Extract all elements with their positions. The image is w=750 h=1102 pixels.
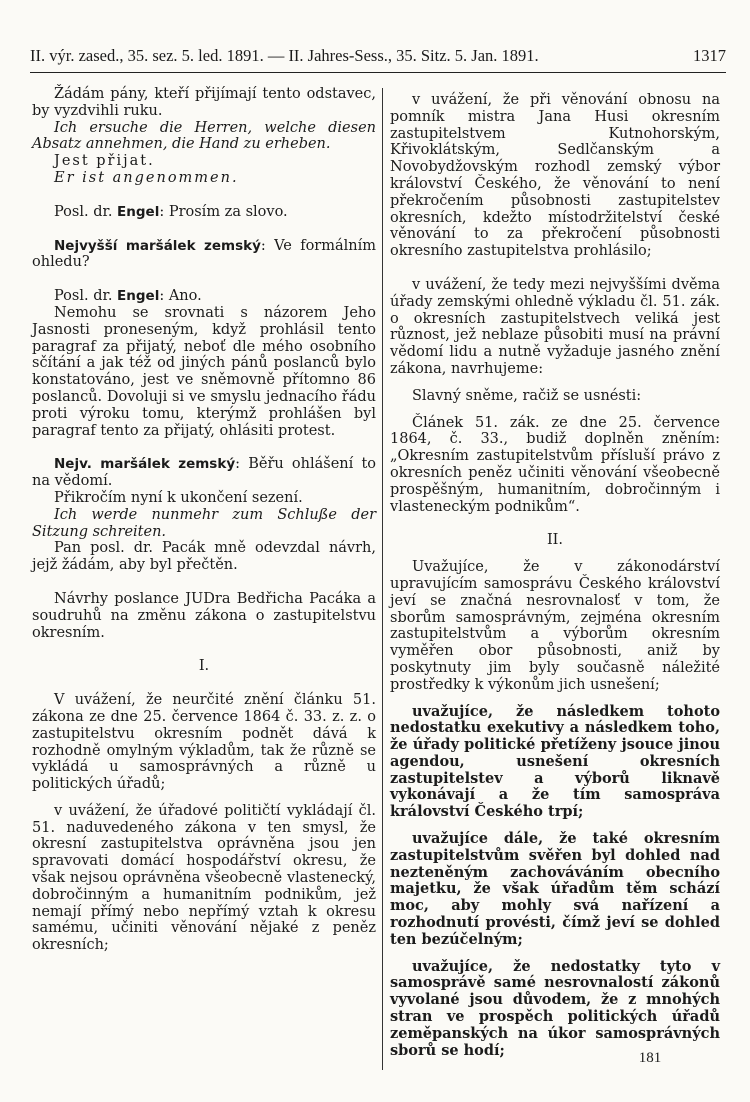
paragraph: v uvážení, že při věnování obnosu na pomník mistra Jana Husi okresním zastupitelstvem Kutnohorským, Křivoklátským, Sedlčanským a Novobydžovským rozhodl zemský výbor království Českého, že věnování to není překročením působnosti zastupitelstev okresních, kdežto místodržitelství české věnování to za překročení působnosti okresního zastupitelstva prohlásilo; <box>390 92 720 260</box>
paragraph: Jest přijat. <box>54 153 155 170</box>
speech-text: : Ano. <box>159 288 202 305</box>
speaker-name: Nejvyšší maršálek zemský <box>54 237 261 254</box>
speech-text: : Prosím za slovo. <box>159 203 288 220</box>
paragraph: Uvažujíce, že v zákonodárství upravujícím samosprávu Českého království jeví se značná nesrovnalosť v tom, že sborům samosprávným, zejména okresním zastupitelstvům a výborům okresním vyměřen obor působnosti, aniž by poskytnuty jim byly současně náležité prostředky k výkonům jich usnešení; <box>390 559 720 693</box>
paragraph: Ich werde nunmehr zum Schluße der Sitzung schreiten. <box>32 506 376 540</box>
paragraph: Nemohu se srovnati s názorem Jeho Jasnosti proneseným, když prohlásil tento paragraf za přijatý, neboť dle mého osobního sčítání a jak též od jiných pánů poslanců bylo konstatováno, jest ve sněmovně přítomno 86 poslanců. Dovoluji si ve smyslu jednacího řádu proti výroku tomu, kterýmž prohlášen byl paragraf tento za přijatý, ohlásiti protest. <box>32 304 376 439</box>
speaker-name: Engel <box>117 288 160 305</box>
paragraph: v uvážení, že tedy mezi nejvyššími dvěma úřady zemskými ohledně výkladu čl. 51. zák. o okresních zastupitelstvech veliká jest různost, jež neblaze působiti musí na právní vědomí lidu a nutně vyžaduje jasného znění zákona, navrhujeme: <box>390 276 720 377</box>
left-column <box>32 86 376 954</box>
column-divider <box>382 88 383 1070</box>
header-rule <box>30 72 726 73</box>
speaker-name: Nejv. maršálek zemský <box>54 456 236 473</box>
speaker-name: Engel <box>117 203 160 220</box>
right-column <box>390 92 720 1059</box>
speaker-prefix: Posl. dr. <box>54 203 113 220</box>
speaker-prefix: Posl. dr. <box>54 288 113 305</box>
header-title: II. výr. zased., 35. sez. 5. led. 1891. — II. Jahres-Sess., 35. Sitz. 5. Jan. 1891. <box>30 46 539 65</box>
paragraph: Článek 51. zák. ze dne 25. července 1864, č. 33., budiž doplněn zněním: „Okresním zastupitelstvům přísluší právo z okresních peněz učiniti věnování všeobecně prospěšným, humanitním, dobročinným i vlasteneckým podnikům“. <box>390 414 720 515</box>
paragraph: V uvážení, že neurčité znění článku 51. zákona ze dne 25. července 1864 č. 33. z. z. o zastupitelstvu okresním podnět dává k rozhodně omylným výkladům, tak že různě se vykládá u samosprávných a různě u politických úřadů; <box>32 692 376 793</box>
speaker-line <box>32 204 376 221</box>
paragraph: v uvážení, že úřadové političtí vykládají čl. 51. naduvedeného zákona v ten smysl, že okresní zastupitelstva oprávněna jsou jen spravovati domácí hospodářství okresu, že však nejsou oprávněna všeobecně vlastenecký, dobročinným a humanitním podnikům, jež nemají přímý nebo nepřímý vztah k okresu samému, učiniti věnování nějaké z peněz okresních; <box>32 802 376 954</box>
motion-title: Návrhy poslance JUDra Bedřicha Pacáka a soudruhů na změnu zákona o zastupitelstvu okresním. <box>32 590 376 641</box>
paragraph: uvažujíce, že nedostatky tyto v samosprávě samé nesrovnalostí zákonů vyvolané jsou důvodem, že z mnohých stran ve prospěch politických úřadů zeměpanských na úkor samosprávných sborů se hodí; <box>390 957 720 1059</box>
paragraph: Er ist angenommen. <box>54 169 239 186</box>
paragraph: uvažujíce dále, že také okresním zastupitelstvům svěřen byl dohled nad nezteněným zachováváním obecního majetku, že však úřadům těm schází moc, aby mohly svá nařízení a rozhodnutí provésti, čímž jeví se dohled ten bezúčelným; <box>390 830 720 948</box>
page-number: 181 <box>638 1050 662 1066</box>
paragraph: Přikročím nyní k ukončení sezení. <box>54 489 303 506</box>
section-heading: II. <box>546 532 564 549</box>
paragraph: Žádám pány, kteří přijímají tento odstavec, by vyzdvihli ruku. <box>32 86 376 119</box>
paragraph: Slavný sněme, račiž se usnésti: <box>412 387 642 404</box>
paragraph: Pan posl. dr. Pacák mně odevzdal návrh, jejž žádám, aby byl přečtěn. <box>32 540 376 574</box>
section-heading: I. <box>198 658 210 675</box>
speech-text: : Běřu ohlášení to na vědomí. <box>32 456 377 490</box>
header-page-number: 1317 <box>693 46 726 65</box>
paragraph: Ich ersuche die Herren, welche diesen Absatz annehmen, die Hand zu erheben. <box>32 119 376 153</box>
speaker-line <box>32 456 376 490</box>
paragraph: uvažujíce, že následkem tohoto nedostatku exekutivy a následkem toho, že úřady politické přetíženy jsouce jinou agendou, usnešení okresních zastupitelstev a výborů liknavě vykonávají a že tím samospráva království Českého trpí; <box>390 702 720 821</box>
speaker-line <box>32 238 376 272</box>
running-header <box>30 46 726 68</box>
speech-text: : Ve formálním ohledu? <box>32 237 376 271</box>
speaker-line <box>32 288 376 305</box>
